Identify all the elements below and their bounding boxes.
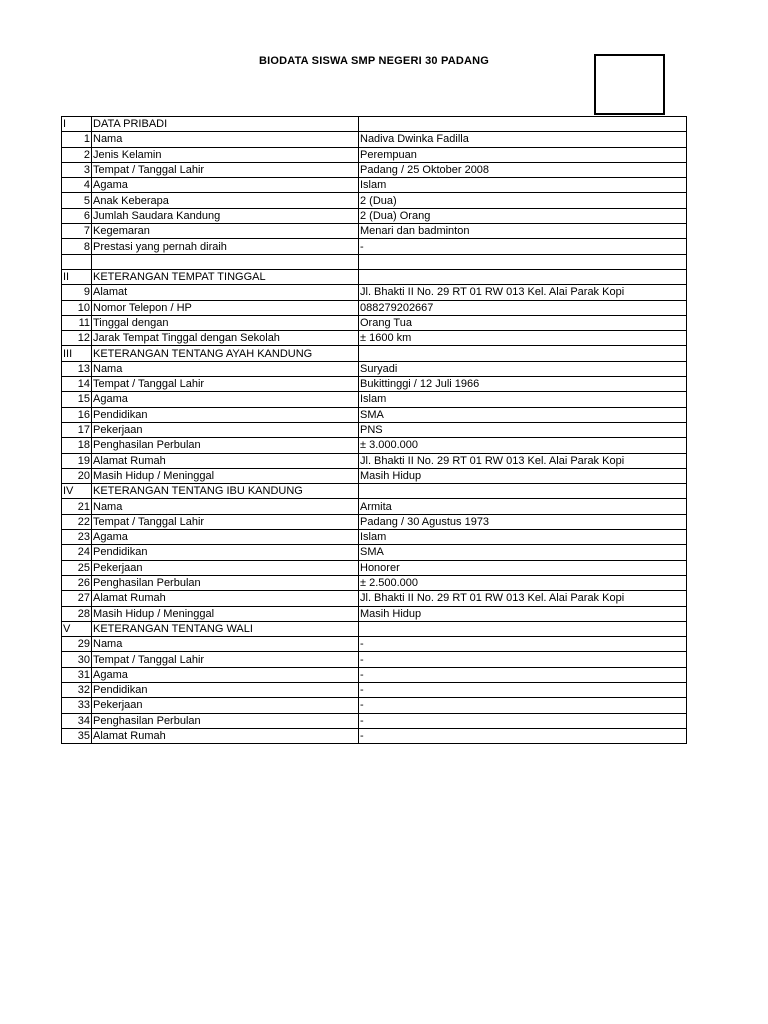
field-value: -: [359, 637, 687, 652]
section-title: KETERANGAN TENTANG IBU KANDUNG: [92, 484, 359, 499]
row-number: 15: [62, 392, 92, 407]
biodata-table: [61, 116, 687, 744]
field-value: 2 (Dua): [359, 193, 687, 208]
table-row: [62, 637, 687, 652]
table-row: [62, 147, 687, 162]
table-row: [62, 162, 687, 177]
field-value: -: [359, 667, 687, 682]
row-number: 20: [62, 468, 92, 483]
field-value: 088279202667: [359, 300, 687, 315]
table-row: [62, 422, 687, 437]
table-row: [62, 178, 687, 193]
row-number: 11: [62, 315, 92, 330]
field-label: Anak Keberapa: [92, 193, 359, 208]
photo-placeholder-box: [594, 54, 665, 115]
row-number: 29: [62, 637, 92, 652]
section-header-row: [62, 117, 687, 132]
field-label: Alamat: [92, 285, 359, 300]
table-row: [62, 438, 687, 453]
row-number: 25: [62, 560, 92, 575]
field-label: Nomor Telepon / HP: [92, 300, 359, 315]
row-number: 6: [62, 208, 92, 223]
field-value: [359, 346, 687, 361]
table-row: [62, 575, 687, 590]
field-label: Jumlah Saudara Kandung: [92, 208, 359, 223]
field-label: Alamat Rumah: [92, 591, 359, 606]
field-value: Padang / 30 Agustus 1973: [359, 514, 687, 529]
section-header-row: [62, 346, 687, 361]
table-row: [62, 407, 687, 422]
table-row: [62, 468, 687, 483]
field-value: Jl. Bhakti II No. 29 RT 01 RW 013 Kel. Alai Parak Kopi: [359, 591, 687, 606]
field-label: Tempat / Tanggal Lahir: [92, 514, 359, 529]
table-row: [62, 591, 687, 606]
section-header-row: [62, 484, 687, 499]
field-value: SMA: [359, 545, 687, 560]
field-label: Tempat / Tanggal Lahir: [92, 377, 359, 392]
row-number: 22: [62, 514, 92, 529]
field-label: Tinggal dengan: [92, 315, 359, 330]
field-value: Honorer: [359, 560, 687, 575]
field-label: Nama: [92, 499, 359, 514]
field-label: Kegemaran: [92, 224, 359, 239]
field-label: Jarak Tempat Tinggal dengan Sekolah: [92, 331, 359, 346]
table-row: [62, 208, 687, 223]
section-title: KETERANGAN TENTANG WALI: [92, 621, 359, 636]
table-row: [62, 545, 687, 560]
field-value: Nadiva Dwinka Fadilla: [359, 132, 687, 147]
field-value: Menari dan badminton: [359, 224, 687, 239]
field-value: -: [359, 239, 687, 254]
row-number: 3: [62, 162, 92, 177]
field-label: Nama: [92, 637, 359, 652]
table-row: [62, 530, 687, 545]
field-value: [359, 621, 687, 636]
field-label: Penghasilan Perbulan: [92, 713, 359, 728]
field-label: Nama: [92, 132, 359, 147]
row-number: 4: [62, 178, 92, 193]
field-label: [92, 254, 359, 269]
field-value: Suryadi: [359, 361, 687, 376]
biodata-table-body: [62, 117, 687, 744]
field-label: Pendidikan: [92, 545, 359, 560]
table-row: [62, 300, 687, 315]
field-value: SMA: [359, 407, 687, 422]
table-row: [62, 453, 687, 468]
field-value: PNS: [359, 422, 687, 437]
field-value: Armita: [359, 499, 687, 514]
row-number: 2: [62, 147, 92, 162]
field-label: Masih Hidup / Meninggal: [92, 468, 359, 483]
row-number: 32: [62, 682, 92, 697]
field-value: Jl. Bhakti II No. 29 RT 01 RW 013 Kel. Alai Parak Kopi: [359, 453, 687, 468]
field-value: Jl. Bhakti II No. 29 RT 01 RW 013 Kel. Alai Parak Kopi: [359, 285, 687, 300]
row-number: 34: [62, 713, 92, 728]
row-number: 35: [62, 728, 92, 743]
section-title: KETERANGAN TENTANG AYAH KANDUNG: [92, 346, 359, 361]
table-row: [62, 667, 687, 682]
field-label: Penghasilan Perbulan: [92, 438, 359, 453]
row-number: 19: [62, 453, 92, 468]
field-label: Nama: [92, 361, 359, 376]
field-value: Orang Tua: [359, 315, 687, 330]
document-title: BIODATA SISWA SMP NEGERI 30 PADANG: [258, 55, 490, 67]
row-number: 9: [62, 285, 92, 300]
field-value: Islam: [359, 178, 687, 193]
row-number: 28: [62, 606, 92, 621]
field-value: -: [359, 652, 687, 667]
row-number: 17: [62, 422, 92, 437]
table-row: [62, 728, 687, 743]
table-row: [62, 377, 687, 392]
row-number: 33: [62, 698, 92, 713]
row-number: 12: [62, 331, 92, 346]
field-label: Masih Hidup / Meninggal: [92, 606, 359, 621]
table-row: [62, 499, 687, 514]
table-row: [62, 132, 687, 147]
row-number: 14: [62, 377, 92, 392]
field-value: [359, 269, 687, 284]
field-label: Tempat / Tanggal Lahir: [92, 162, 359, 177]
section-number: II: [62, 269, 92, 284]
table-row: [62, 224, 687, 239]
field-label: Pekerjaan: [92, 698, 359, 713]
table-row: [62, 652, 687, 667]
table-row: [62, 361, 687, 376]
section-title: DATA PRIBADI: [92, 117, 359, 132]
table-row: [62, 514, 687, 529]
section-number: IV: [62, 484, 92, 499]
field-label: Alamat Rumah: [92, 453, 359, 468]
row-number: 21: [62, 499, 92, 514]
row-number: 5: [62, 193, 92, 208]
field-label: Penghasilan Perbulan: [92, 575, 359, 590]
section-number: III: [62, 346, 92, 361]
field-value: [359, 117, 687, 132]
table-row: [62, 285, 687, 300]
field-value: [359, 254, 687, 269]
row-number: 13: [62, 361, 92, 376]
field-label: Jenis Kelamin: [92, 147, 359, 162]
row-number: [62, 254, 92, 269]
row-number: 30: [62, 652, 92, 667]
field-label: Pekerjaan: [92, 560, 359, 575]
field-label: Pendidikan: [92, 682, 359, 697]
field-label: Agama: [92, 178, 359, 193]
table-row: [62, 392, 687, 407]
row-number: 26: [62, 575, 92, 590]
row-number: 31: [62, 667, 92, 682]
field-label: Pendidikan: [92, 407, 359, 422]
field-value: Padang / 25 Oktober 2008: [359, 162, 687, 177]
row-number: 1: [62, 132, 92, 147]
field-value: ± 2.500.000: [359, 575, 687, 590]
section-header-row: [62, 269, 687, 284]
row-number: 16: [62, 407, 92, 422]
field-value: -: [359, 682, 687, 697]
table-row: [62, 254, 687, 269]
field-label: Agama: [92, 392, 359, 407]
field-value: -: [359, 713, 687, 728]
table-row: [62, 606, 687, 621]
field-value: ± 1600 km: [359, 331, 687, 346]
field-value: Bukittinggi / 12 Juli 1966: [359, 377, 687, 392]
table-row: [62, 682, 687, 697]
field-value: Islam: [359, 392, 687, 407]
row-number: 10: [62, 300, 92, 315]
field-label: Tempat / Tanggal Lahir: [92, 652, 359, 667]
field-value: -: [359, 728, 687, 743]
table-row: [62, 239, 687, 254]
field-label: Alamat Rumah: [92, 728, 359, 743]
field-value: 2 (Dua) Orang: [359, 208, 687, 223]
field-value: Perempuan: [359, 147, 687, 162]
row-number: 27: [62, 591, 92, 606]
row-number: 18: [62, 438, 92, 453]
table-row: [62, 193, 687, 208]
field-label: Prestasi yang pernah diraih: [92, 239, 359, 254]
field-label: Agama: [92, 667, 359, 682]
field-value: -: [359, 698, 687, 713]
row-number: 7: [62, 224, 92, 239]
row-number: 23: [62, 530, 92, 545]
section-number: V: [62, 621, 92, 636]
section-header-row: [62, 621, 687, 636]
field-label: Pekerjaan: [92, 422, 359, 437]
row-number: 8: [62, 239, 92, 254]
section-number: I: [62, 117, 92, 132]
field-value: Masih Hidup: [359, 468, 687, 483]
row-number: 24: [62, 545, 92, 560]
table-row: [62, 698, 687, 713]
section-title: KETERANGAN TEMPAT TINGGAL: [92, 269, 359, 284]
field-value: Masih Hidup: [359, 606, 687, 621]
table-row: [62, 315, 687, 330]
table-row: [62, 331, 687, 346]
field-label: Agama: [92, 530, 359, 545]
table-row: [62, 713, 687, 728]
field-value: [359, 484, 687, 499]
field-value: Islam: [359, 530, 687, 545]
field-value: ± 3.000.000: [359, 438, 687, 453]
table-row: [62, 560, 687, 575]
